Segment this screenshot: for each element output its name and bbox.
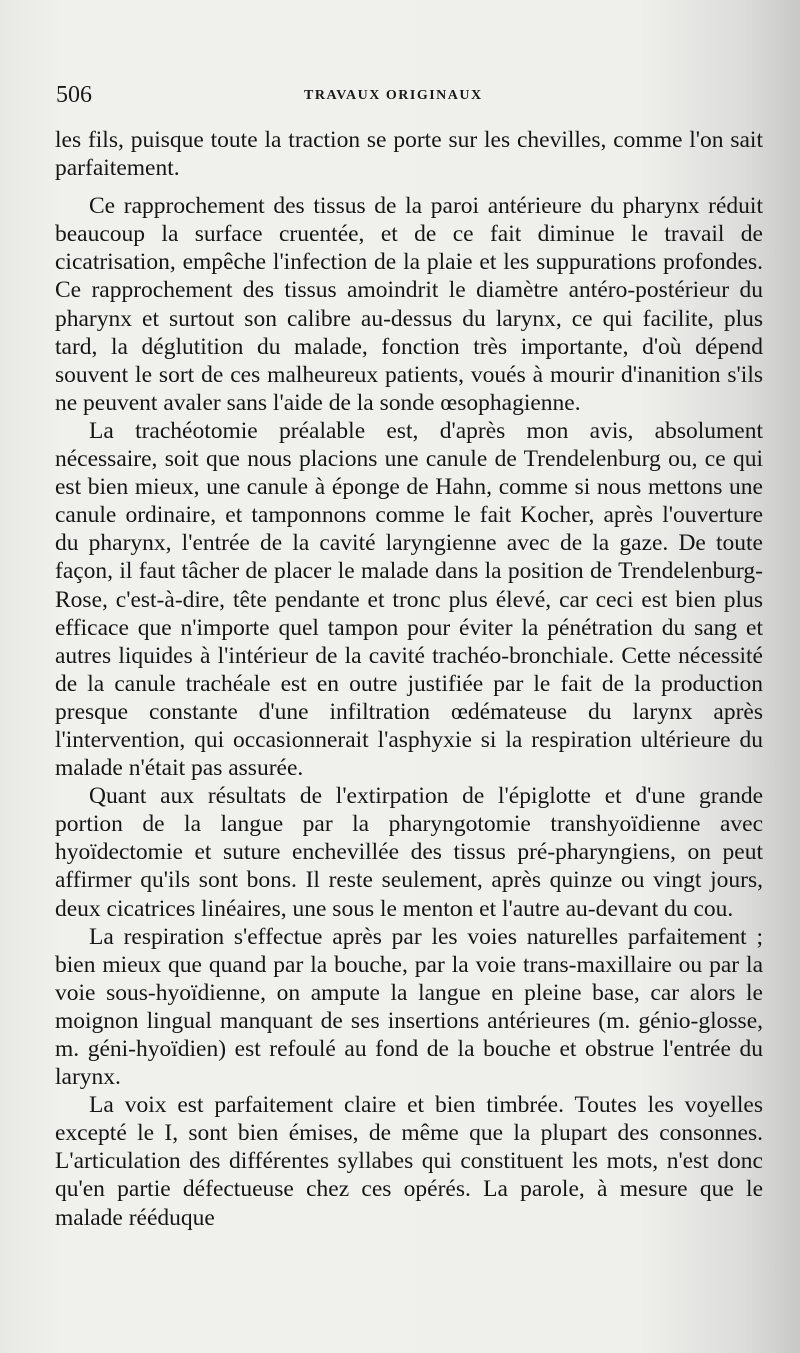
running-head: TRAVAUX ORIGINAUX	[304, 88, 483, 103]
paragraph: Ce rapprochement des tissus de la paroi antérieure du pharynx réduit beaucoup la surface cruentée, et de ce fait diminue le travail de cicatrisation, empêche l'infection de la plaie et les suppurations profondes. Ce rapprochement des tissus amoindrit le diamètre antéro-postérieur du pharynx et surtout son calibre au-dessus du larynx, ce qui facilite, plus tard, la déglutition du malade, fonction très importante, d'où dépend souvent le sort de ces malheureux patients, voués à mourir d'inanition s'ils ne peuvent avaler sans l'aide de la sonde œsophagienne.	[55, 193, 763, 416]
paragraph: La trachéotomie préalable est, d'après mon avis, absolument nécessaire, soit que nous placions une canule de Trendelenburg ou, ce qui est bien mieux, une canule à éponge de Hahn, comme si nous mettons une canule ordinaire, et tamponnons comme le fait Kocher, après l'ouverture du pharynx, l'entrée de la cavité laryngienne avec de la gaze. De toute façon, il faut tâcher de placer le malade dans la position de Trendelenburg-Rose, c'est-à-dire, tête pendante et tronc plus élevé, car ceci est bien plus efficace que n'importe quel tampon pour éviter la pénétration du sang et autres liquides à l'intérieur de la cavité trachéo-bronchiale. Cette nécessité de la canule trachéale est en outre justifiée par le fait de la production presque constante d'une infiltration œdémateuse du larynx après l'intervention, qui occasionnerait l'asphyxie si la respiration ultérieure du malade n'était pas assurée.	[55, 417, 763, 782]
paragraph: La respiration s'effectue après par les voies naturelles parfaitement ; bien mieux que quand par la bouche, par la voie trans-maxillaire ou par la voie sous-hyoïdienne, on ampute la langue en pleine base, car alors le moignon lingual manquant de ses insertions antérieures (m. génio-glosse, m. géni-hyoïdien) est refoulé au fond de la bouche et obstrue l'entrée du larynx.	[55, 923, 763, 1091]
page-number: 506	[56, 82, 92, 108]
paragraph: Quant aux résultats de l'extirpation de l'épiglotte et d'une grande portion de la langue par la pharyngotomie transhyoïdienne avec hyoïdectomie et suture enchevillée des tissus pré-pharyngiens, on peut affirmer qu'ils sont bons. Il reste seulement, après quinze ou vingt jours, deux cicatrices linéaires, une sous le menton et l'autre au-devant du cou.	[55, 783, 763, 922]
page-header	[56, 82, 746, 112]
paragraph-continuation: les fils, puisque toute la traction se porte sur les chevilles, comme l'on sait parfaitement.	[55, 127, 763, 182]
body-text	[55, 126, 763, 1232]
paragraph: La voix est parfaitement claire et bien timbrée. Toutes les voyelles excepté le I, sont bien émises, de même que la plupart des consonnes. L'articulation des différentes syllabes qui constituent les mots, n'est donc qu'en partie défectueuse chez ces opérés. La parole, à mesure que le malade rééduque	[55, 1092, 763, 1231]
